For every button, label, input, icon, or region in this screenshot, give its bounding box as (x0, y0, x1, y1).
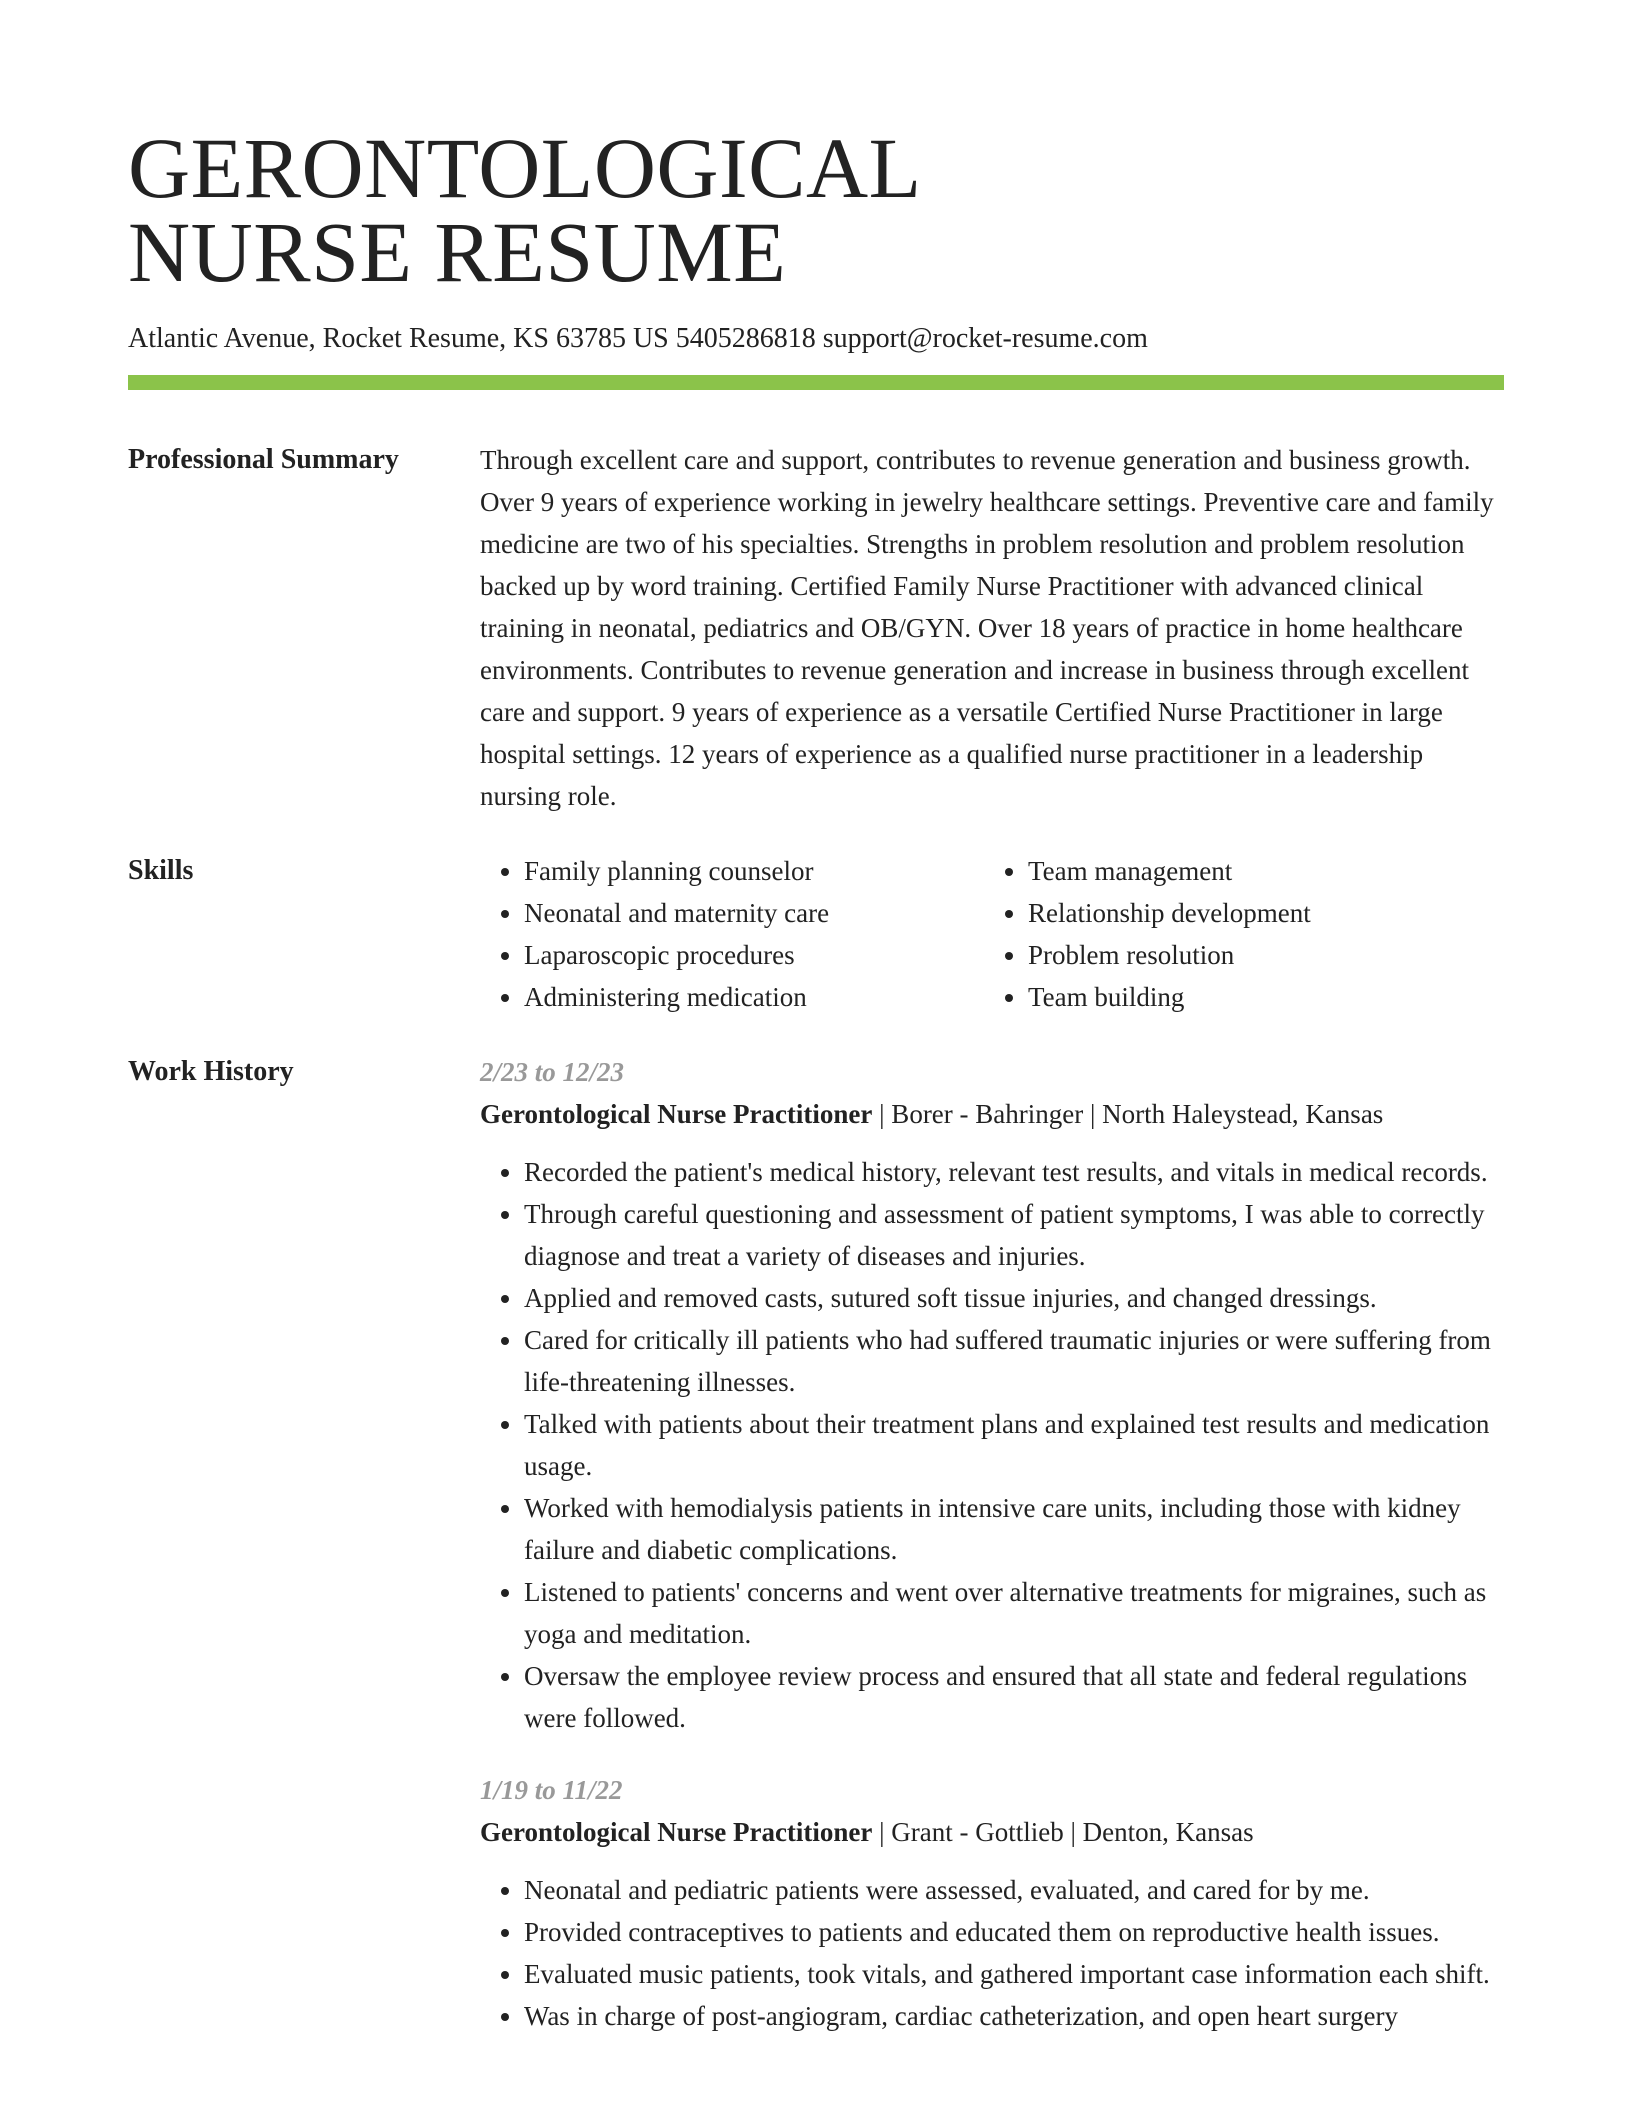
professional-summary-text: Through excellent care and support, contributes to revenue generation and business growth. Over 9 years of experience working in jewelry healthcare settings. Preventive care and family medicine are two of his specialties. Strengths in problem resolution and problem resolution backed up by word training. Certified Family Nurse Practitioner with advanced clinical training in neonatal, pediatrics and OB/GYN. Over 18 years of practice in home healthcare environments. Contributes to revenue generation and increase in business through excellent care and support. 9 years of experience as a versatile Certified Nurse Practitioner in large hospital settings. 12 years of experience as a qualified nurse practitioner in a leadership nursing role. (480, 445, 1494, 811)
job-bullet: • Cared for critically ill patients who had suffered traumatic injuries or were suffering from life-threatening illnesses. (524, 1319, 1504, 1403)
title-line-1: GERONTOLOGICAL (128, 120, 922, 216)
skill-item: • Relationship development (1028, 892, 1488, 934)
job-bullet: • Recorded the patient's medical history, relevant test results, and vitals in medical records. (524, 1151, 1504, 1193)
accent-divider (128, 375, 1504, 390)
skill-item: • Neonatal and maternity care (524, 892, 984, 934)
job-bullet: • Provided contraceptives to patients and educated them on reproductive health issues. (524, 1911, 1504, 1953)
work-history-label: Work History (128, 1056, 294, 1087)
job-heading (480, 1811, 1504, 1853)
job-title: Gerontological Nurse Practitioner (480, 1817, 873, 1847)
skills-column-2 (984, 850, 1488, 1018)
skill-item: • Team management (1028, 850, 1488, 892)
job-bullet: • Through careful questioning and assessment of patient symptoms, I was able to correctly diagnose and treat a variety of diseases and injuries. (524, 1193, 1504, 1277)
work-history-section (128, 1051, 1504, 2037)
contact-info: Atlantic Avenue, Rocket Resume, KS 63785 US 5405286818 support@rocket-resume.com (128, 323, 1148, 354)
job-bullet-list (480, 1869, 1504, 2037)
job-bullet: • Was in charge of post-angiogram, cardiac catheterization, and open heart surgery (524, 1995, 1504, 2037)
skills-label: Skills (128, 855, 194, 886)
job-employer-location: | Grant - Gottlieb | Denton, Kansas (872, 1817, 1254, 1847)
skills-grid (480, 850, 1504, 1018)
job-title: Gerontological Nurse Practitioner (480, 1099, 873, 1129)
skill-item: • Laparoscopic procedures (524, 934, 984, 976)
skill-item: • Team building (1028, 976, 1488, 1018)
professional-summary-section (128, 439, 1504, 817)
professional-summary-label: Professional Summary (128, 444, 399, 475)
job-bullet: • Evaluated music patients, took vitals, and gathered important case information each shift. (524, 1953, 1504, 1995)
job-bullet: • Talked with patients about their treatment plans and explained test results and medication usage. (524, 1403, 1504, 1487)
job-bullet: • Oversaw the employee review process and ensured that all state and federal regulations were followed. (524, 1655, 1504, 1739)
title-line-2: NURSE RESUME (128, 204, 787, 300)
resume-page (128, 0, 1504, 2037)
skills-body (480, 850, 1504, 1018)
job-bullet: • Neonatal and pediatric patients were assessed, evaluated, and cared for by me. (524, 1869, 1504, 1911)
job-bullet: • Worked with hemodialysis patients in intensive care units, including those with kidney failure and diabetic complications. (524, 1487, 1504, 1571)
skills-section (128, 850, 1504, 1018)
work-history-body (480, 1051, 1504, 2037)
job-dates: 1/19 to 11/22 (480, 1775, 623, 1805)
job-entry-2 (480, 1769, 1504, 2037)
job-entry-1 (480, 1051, 1504, 1739)
resume-title (128, 0, 1504, 300)
job-bullet: • Applied and removed casts, sutured soft tissue injuries, and changed dressings. (524, 1277, 1504, 1319)
job-dates: 2/23 to 12/23 (480, 1057, 625, 1087)
skills-column-1 (480, 850, 984, 1018)
skill-item: • Problem resolution (1028, 934, 1488, 976)
job-bullet-list (480, 1151, 1504, 1739)
job-employer-location: | Borer - Bahringer | North Haleystead, Kansas (872, 1099, 1384, 1129)
job-heading (480, 1093, 1504, 1135)
professional-summary-body (480, 439, 1504, 817)
skill-item: • Family planning counselor (524, 850, 984, 892)
job-bullet: • Listened to patients' concerns and went over alternative treatments for migraines, such as yoga and meditation. (524, 1571, 1504, 1655)
skill-item: • Administering medication (524, 976, 984, 1018)
